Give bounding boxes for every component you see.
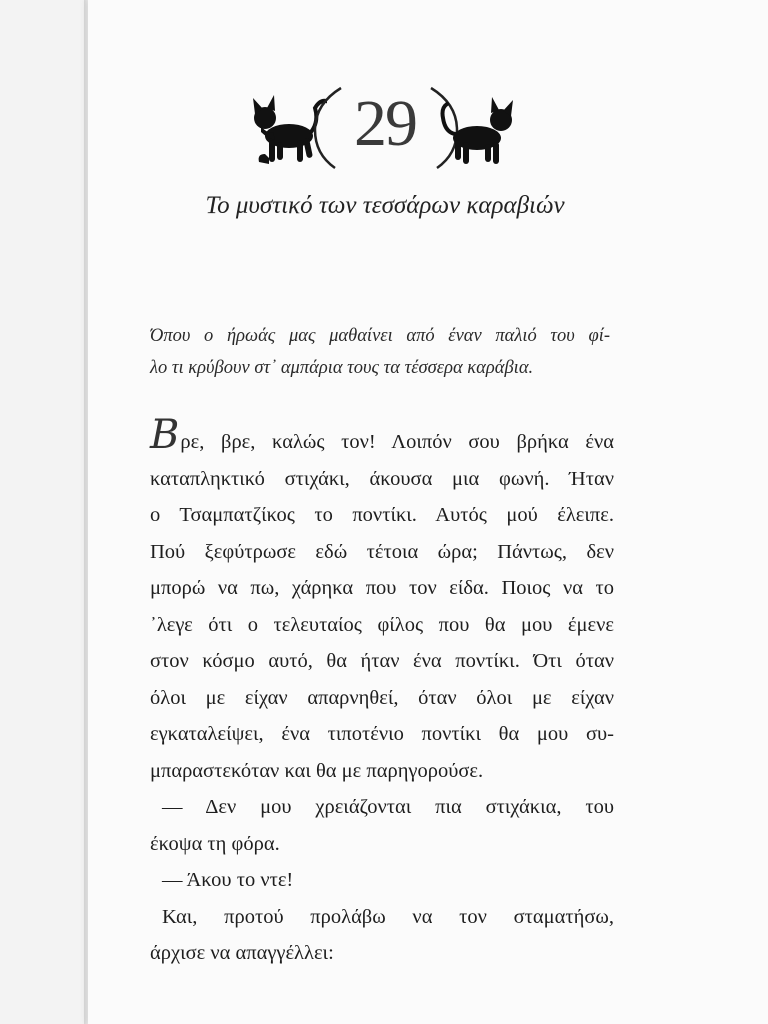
body-line: Πού ξεφύτρωσε εδώ τέτοια ώρα; Πάντως, δεν: [150, 540, 614, 563]
dialogue-line: — Δεν μου χρειάζονται πια στιχάκια, του: [162, 796, 614, 818]
body-line: στον κόσμο αυτό, θα ήταν ένα ποντίκι. Ότι όταν: [150, 650, 614, 672]
drop-cap: Β: [150, 412, 180, 458]
dialogue-line: — Άκου το ντε!: [162, 869, 294, 891]
body-line: όλοι με είχαν απαρνηθεί, όταν όλοι με είχαν: [150, 686, 614, 709]
body-line: άρχισε να απαγγέλλει:: [150, 942, 334, 964]
paragraph-first-line: [150, 412, 614, 461]
body-line: ο Τσαμπατζίκος το ποντίκι. Αυτός μού έλειπε.: [150, 504, 614, 526]
chapter-number: 29: [354, 87, 416, 160]
body-line: έκοψα τη φόρα.: [150, 832, 280, 855]
synopsis-line: λο τι κρύβουν στ᾽ αμπάρια τους τα τέσσερα καράβια.: [150, 358, 534, 378]
body-line: Και, προτού προλάβω να τον σταματήσω,: [162, 905, 614, 928]
body-line: μπαραστεκόταν και θα με παρηγορούσε.: [150, 759, 484, 782]
chapter-synopsis: [150, 320, 610, 384]
chapter-title: Το μυστικό των τεσσάρων καραβιών: [205, 192, 565, 219]
body-line: καταπληκτικό στιχάκι, άκουσα μια φωνή. Ήταν: [150, 467, 614, 490]
chapter-header: [245, 82, 525, 182]
body-line: μπορώ να πω, χάρηκα που τον είδα. Ποιος να το: [150, 577, 614, 599]
synopsis-line: Όπου ο ήρωάς μας μαθαίνει από έναν παλιό του φί-: [150, 326, 610, 346]
first-line-text: ρε, βρε, καλώς τον! Λοιπόν σου βρήκα ένα: [180, 431, 614, 453]
body-line: ᾽λεγε ότι ο τελευταίος φίλος που θα μου έμενε: [150, 613, 614, 636]
body-line: εγκαταλείψει, ένα τιποτένιο ποντίκι θα μου συ-: [150, 723, 614, 745]
body-text: [150, 412, 614, 972]
black-cat-icon: [439, 92, 521, 172]
